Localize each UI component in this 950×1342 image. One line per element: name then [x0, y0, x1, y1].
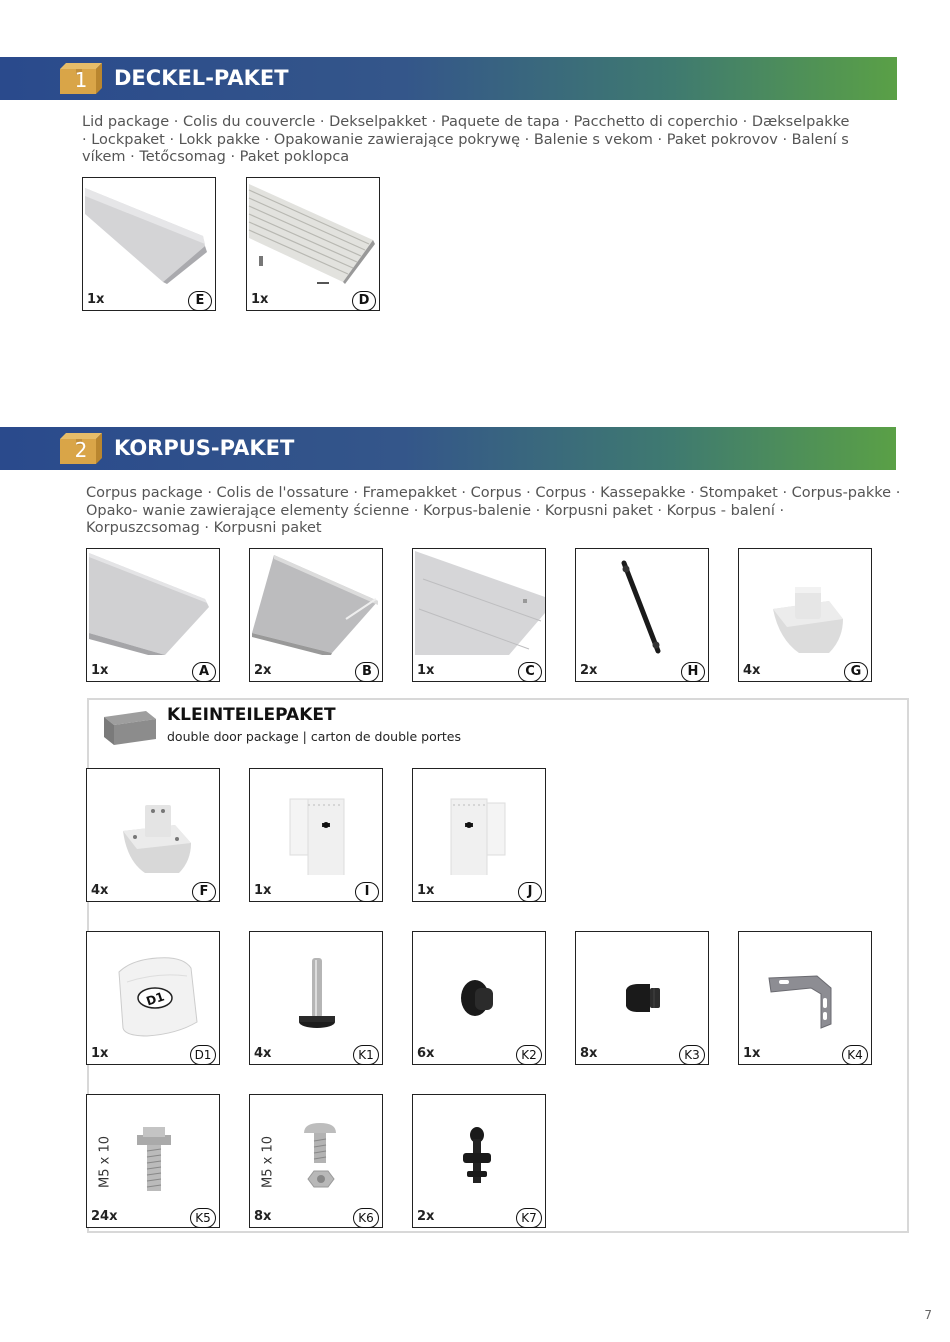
push-pin-image: [413, 1095, 545, 1201]
part-card-D: [246, 177, 380, 311]
part-quantity: 1x: [91, 663, 109, 678]
part-id-badge: K6: [353, 1208, 379, 1228]
part-card-K3: [575, 931, 709, 1065]
lid-panel-image: [83, 178, 215, 284]
cap-plug-image: [413, 932, 545, 1038]
part-id-badge: D: [352, 291, 376, 311]
part-quantity: 1x: [251, 292, 269, 307]
section-banner-korpus: [0, 427, 896, 470]
part-card-K4: [738, 931, 872, 1065]
part-quantity: 24x: [91, 1209, 118, 1224]
part-quantity: 2x: [580, 663, 598, 678]
part-id-badge: K2: [516, 1045, 542, 1065]
bag-label: D1: [144, 989, 167, 1009]
small-parts-title: KLEINTEILEPAKET: [167, 705, 336, 725]
section-number: 1: [74, 68, 88, 92]
hinge-plate-left-image: [250, 769, 382, 875]
part-card-J: [412, 768, 546, 902]
part-quantity: 1x: [417, 883, 435, 898]
part-quantity: 1x: [417, 663, 435, 678]
part-id-badge: G: [844, 662, 868, 682]
part-id-badge: F: [192, 882, 216, 902]
section-number: 2: [74, 438, 88, 462]
mounting-bracket-image: [739, 932, 871, 1038]
part-id-badge: A: [192, 662, 216, 682]
hinge-plate-right-image: [413, 769, 545, 875]
section-description: Lid package · Colis du couvercle · Dekselpakket · Paquete de tapa · Pacchetto di coperchio · Dækselpakke · Lockpaket · Lokk pakke · Opakowanie zawierające pokrywę · Balenie s vekom · Paket pokrovov · Balení s víkem · Tetőcsomag · Paket poklopca: [82, 114, 850, 165]
small-parts-subtitle: double door package | carton de double portes: [167, 729, 461, 744]
part-id-badge: K3: [679, 1045, 705, 1065]
part-card-D1: [86, 931, 220, 1065]
part-id-badge: C: [518, 662, 542, 682]
part-quantity: 4x: [743, 663, 761, 678]
part-quantity: 2x: [417, 1209, 435, 1224]
part-card-I: [249, 768, 383, 902]
part-quantity: 8x: [580, 1046, 598, 1061]
part-quantity: 1x: [254, 883, 272, 898]
corner-foot-image: [739, 549, 871, 655]
section-title: DECKEL-PAKET: [114, 66, 289, 90]
part-card-H: [575, 548, 709, 682]
part-id-badge: H: [681, 662, 705, 682]
slatted-lid-image: [247, 178, 379, 284]
rod-image: [576, 549, 708, 655]
part-id-badge: J: [518, 882, 542, 902]
part-card-K7: [412, 1094, 546, 1228]
part-quantity: 6x: [417, 1046, 435, 1061]
part-id-badge: I: [355, 882, 379, 902]
section-title: KORPUS-PAKET: [114, 436, 295, 460]
part-card-A: [86, 548, 220, 682]
part-quantity: 1x: [87, 292, 105, 307]
part-card-K1: [249, 931, 383, 1065]
part-card-B: [249, 548, 383, 682]
section-banner-deckel: [0, 57, 897, 100]
part-card-C: [412, 548, 546, 682]
part-card-E: [82, 177, 216, 311]
part-card-F: [86, 768, 220, 902]
part-quantity: 1x: [91, 1046, 109, 1061]
part-quantity: 4x: [254, 1046, 272, 1061]
part-id-badge: D1: [190, 1045, 216, 1065]
part-id-badge: E: [188, 291, 212, 311]
bottom-panel-image: [250, 549, 382, 655]
part-quantity: 2x: [254, 663, 272, 678]
part-card-K5: [86, 1094, 220, 1228]
section-description: Corpus package · Colis de l'ossature · Framepakket · Corpus · Corpus · Kassepakke · Stompaket · Corpus-pakke · Opako- wanie zawierające elementy ścienne · Korpus-balenie · Korpusni paket · Korpus - balení · Korpuszcsomag · Korpusni paket: [86, 485, 901, 536]
back-panel-image: [413, 549, 545, 655]
part-quantity: 4x: [91, 883, 109, 898]
part-id-badge: K5: [190, 1208, 216, 1228]
side-panel-image: [87, 549, 219, 655]
part-id-badge: K1: [353, 1045, 379, 1065]
part-quantity: 8x: [254, 1209, 272, 1224]
part-card-K6: [249, 1094, 383, 1228]
screw-size-label: [256, 1133, 280, 1191]
svg-text:M5 x 10: M5 x 10: [260, 1136, 276, 1188]
svg-text:M5 x 10: M5 x 10: [97, 1136, 113, 1188]
part-card-K2: [412, 931, 546, 1065]
hardware-bag-image: [87, 932, 219, 1038]
part-id-badge: K4: [842, 1045, 868, 1065]
small-parts-box-icon: [98, 707, 158, 747]
part-card-G: [738, 548, 872, 682]
screw-size-label: [93, 1133, 117, 1191]
page-number: 7: [924, 1308, 932, 1322]
bumper-plug-image: [576, 932, 708, 1038]
part-id-badge: K7: [516, 1208, 542, 1228]
part-quantity: 1x: [743, 1046, 761, 1061]
foot-block-image: [87, 769, 219, 875]
adjustable-foot-image: [250, 932, 382, 1038]
part-id-badge: B: [355, 662, 379, 682]
